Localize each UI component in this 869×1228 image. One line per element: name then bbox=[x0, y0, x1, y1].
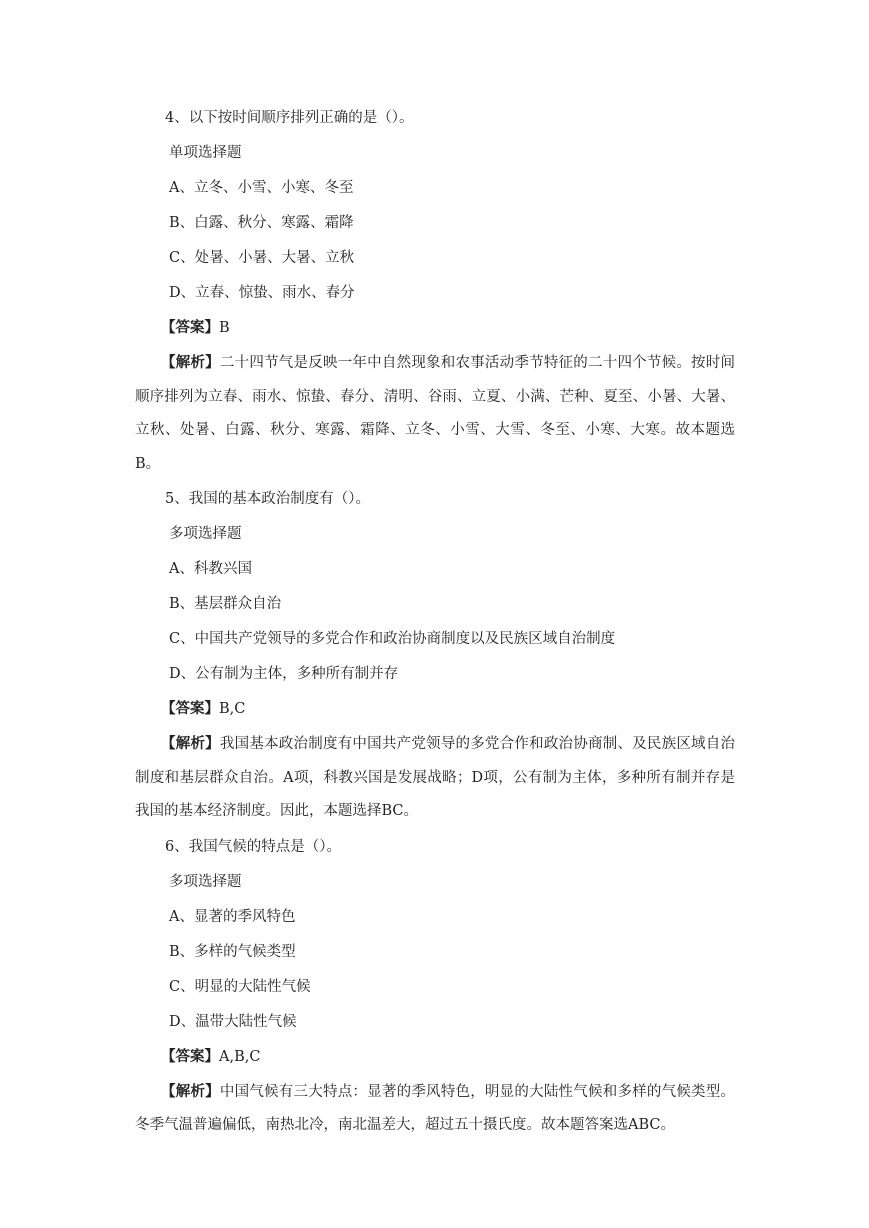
option-a: A、显著的季风特色 bbox=[169, 908, 296, 925]
answer-label: 【答案】 bbox=[161, 700, 219, 717]
page-content bbox=[135, 108, 735, 1151]
answer-label: 【答案】 bbox=[161, 1047, 219, 1065]
question-type: 单项选择题 bbox=[169, 145, 242, 161]
option-b: B、基层群众自治 bbox=[169, 596, 282, 612]
answer-label: 【答案】 bbox=[161, 319, 219, 336]
question-block-5 bbox=[135, 489, 735, 829]
answer-line bbox=[135, 1047, 735, 1067]
question-stem: 4、以下按时间顺序排列正确的是（）。 bbox=[165, 110, 414, 126]
answer-value: B bbox=[219, 320, 230, 336]
answer-value: A,B,C bbox=[219, 1048, 261, 1065]
question-block-4 bbox=[135, 108, 735, 481]
answer-line bbox=[135, 318, 735, 338]
option-d: D、立春、惊蛰、雨水、春分 bbox=[169, 285, 355, 301]
option-d: D、公有制为主体，多种所有制并存 bbox=[169, 666, 399, 682]
question-type: 多项选择题 bbox=[169, 873, 242, 890]
option-a: A、立冬、小雪、小寒、冬至 bbox=[169, 180, 354, 196]
analysis-paragraph bbox=[135, 727, 735, 829]
analysis-paragraph bbox=[135, 346, 735, 481]
option-a: A、科教兴国 bbox=[169, 561, 252, 577]
analysis-text: 我国基本政治制度有中国共产党领导的多党合作和政治协商制、及民族区域自治制度和基层群众自治。A项，科教兴国是发展战略；D项，公有制为主体，多种所有制并存是我国的基本经济制度。因此，本题选择BC。 bbox=[135, 736, 736, 819]
option-b: B、白露、秋分、寒露、霜降 bbox=[169, 215, 354, 231]
answer-value: B,C bbox=[219, 701, 246, 717]
question-type: 多项选择题 bbox=[169, 526, 242, 542]
question-block-6 bbox=[135, 837, 735, 1143]
answer-line bbox=[135, 699, 735, 719]
analysis-label: 【解析】 bbox=[161, 354, 220, 371]
analysis-paragraph bbox=[135, 1075, 735, 1143]
analysis-label: 【解析】 bbox=[161, 735, 220, 752]
analysis-text: 二十四节气是反映一年中自然现象和农事活动季节特征的二十四个节候。按时间顺序排列为立春、雨水、惊蛰、春分、清明、谷雨、立夏、小满、芒种、夏至、小暑、大暑、立秋、处暑、白露、秋分、寒露、霜降、立冬、小雪、大雪、冬至、小寒、大寒。故本题选B。 bbox=[135, 355, 736, 472]
question-stem: 6、我国气候的特点是（）。 bbox=[165, 838, 341, 855]
analysis-label: 【解析】 bbox=[161, 1082, 220, 1100]
analysis-text: 中国气候有三大特点：显著的季风特色，明显的大陆性气候和多样的气候类型。冬季气温普遍偏低，南热北冷，南北温差大，超过五十摄氏度。故本题答案选ABC。 bbox=[135, 1083, 736, 1133]
option-c: C、处暑、小暑、大暑、立秋 bbox=[169, 250, 355, 266]
question-stem: 5、我国的基本政治制度有（）。 bbox=[165, 491, 370, 507]
option-d: D、温带大陆性气候 bbox=[169, 1013, 297, 1030]
option-c: C、明显的大陆性气候 bbox=[169, 978, 311, 995]
option-c: C、中国共产党领导的多党合作和政治协商制度以及民族区域自治制度 bbox=[169, 631, 616, 647]
option-b: B、多样的气候类型 bbox=[169, 943, 296, 960]
